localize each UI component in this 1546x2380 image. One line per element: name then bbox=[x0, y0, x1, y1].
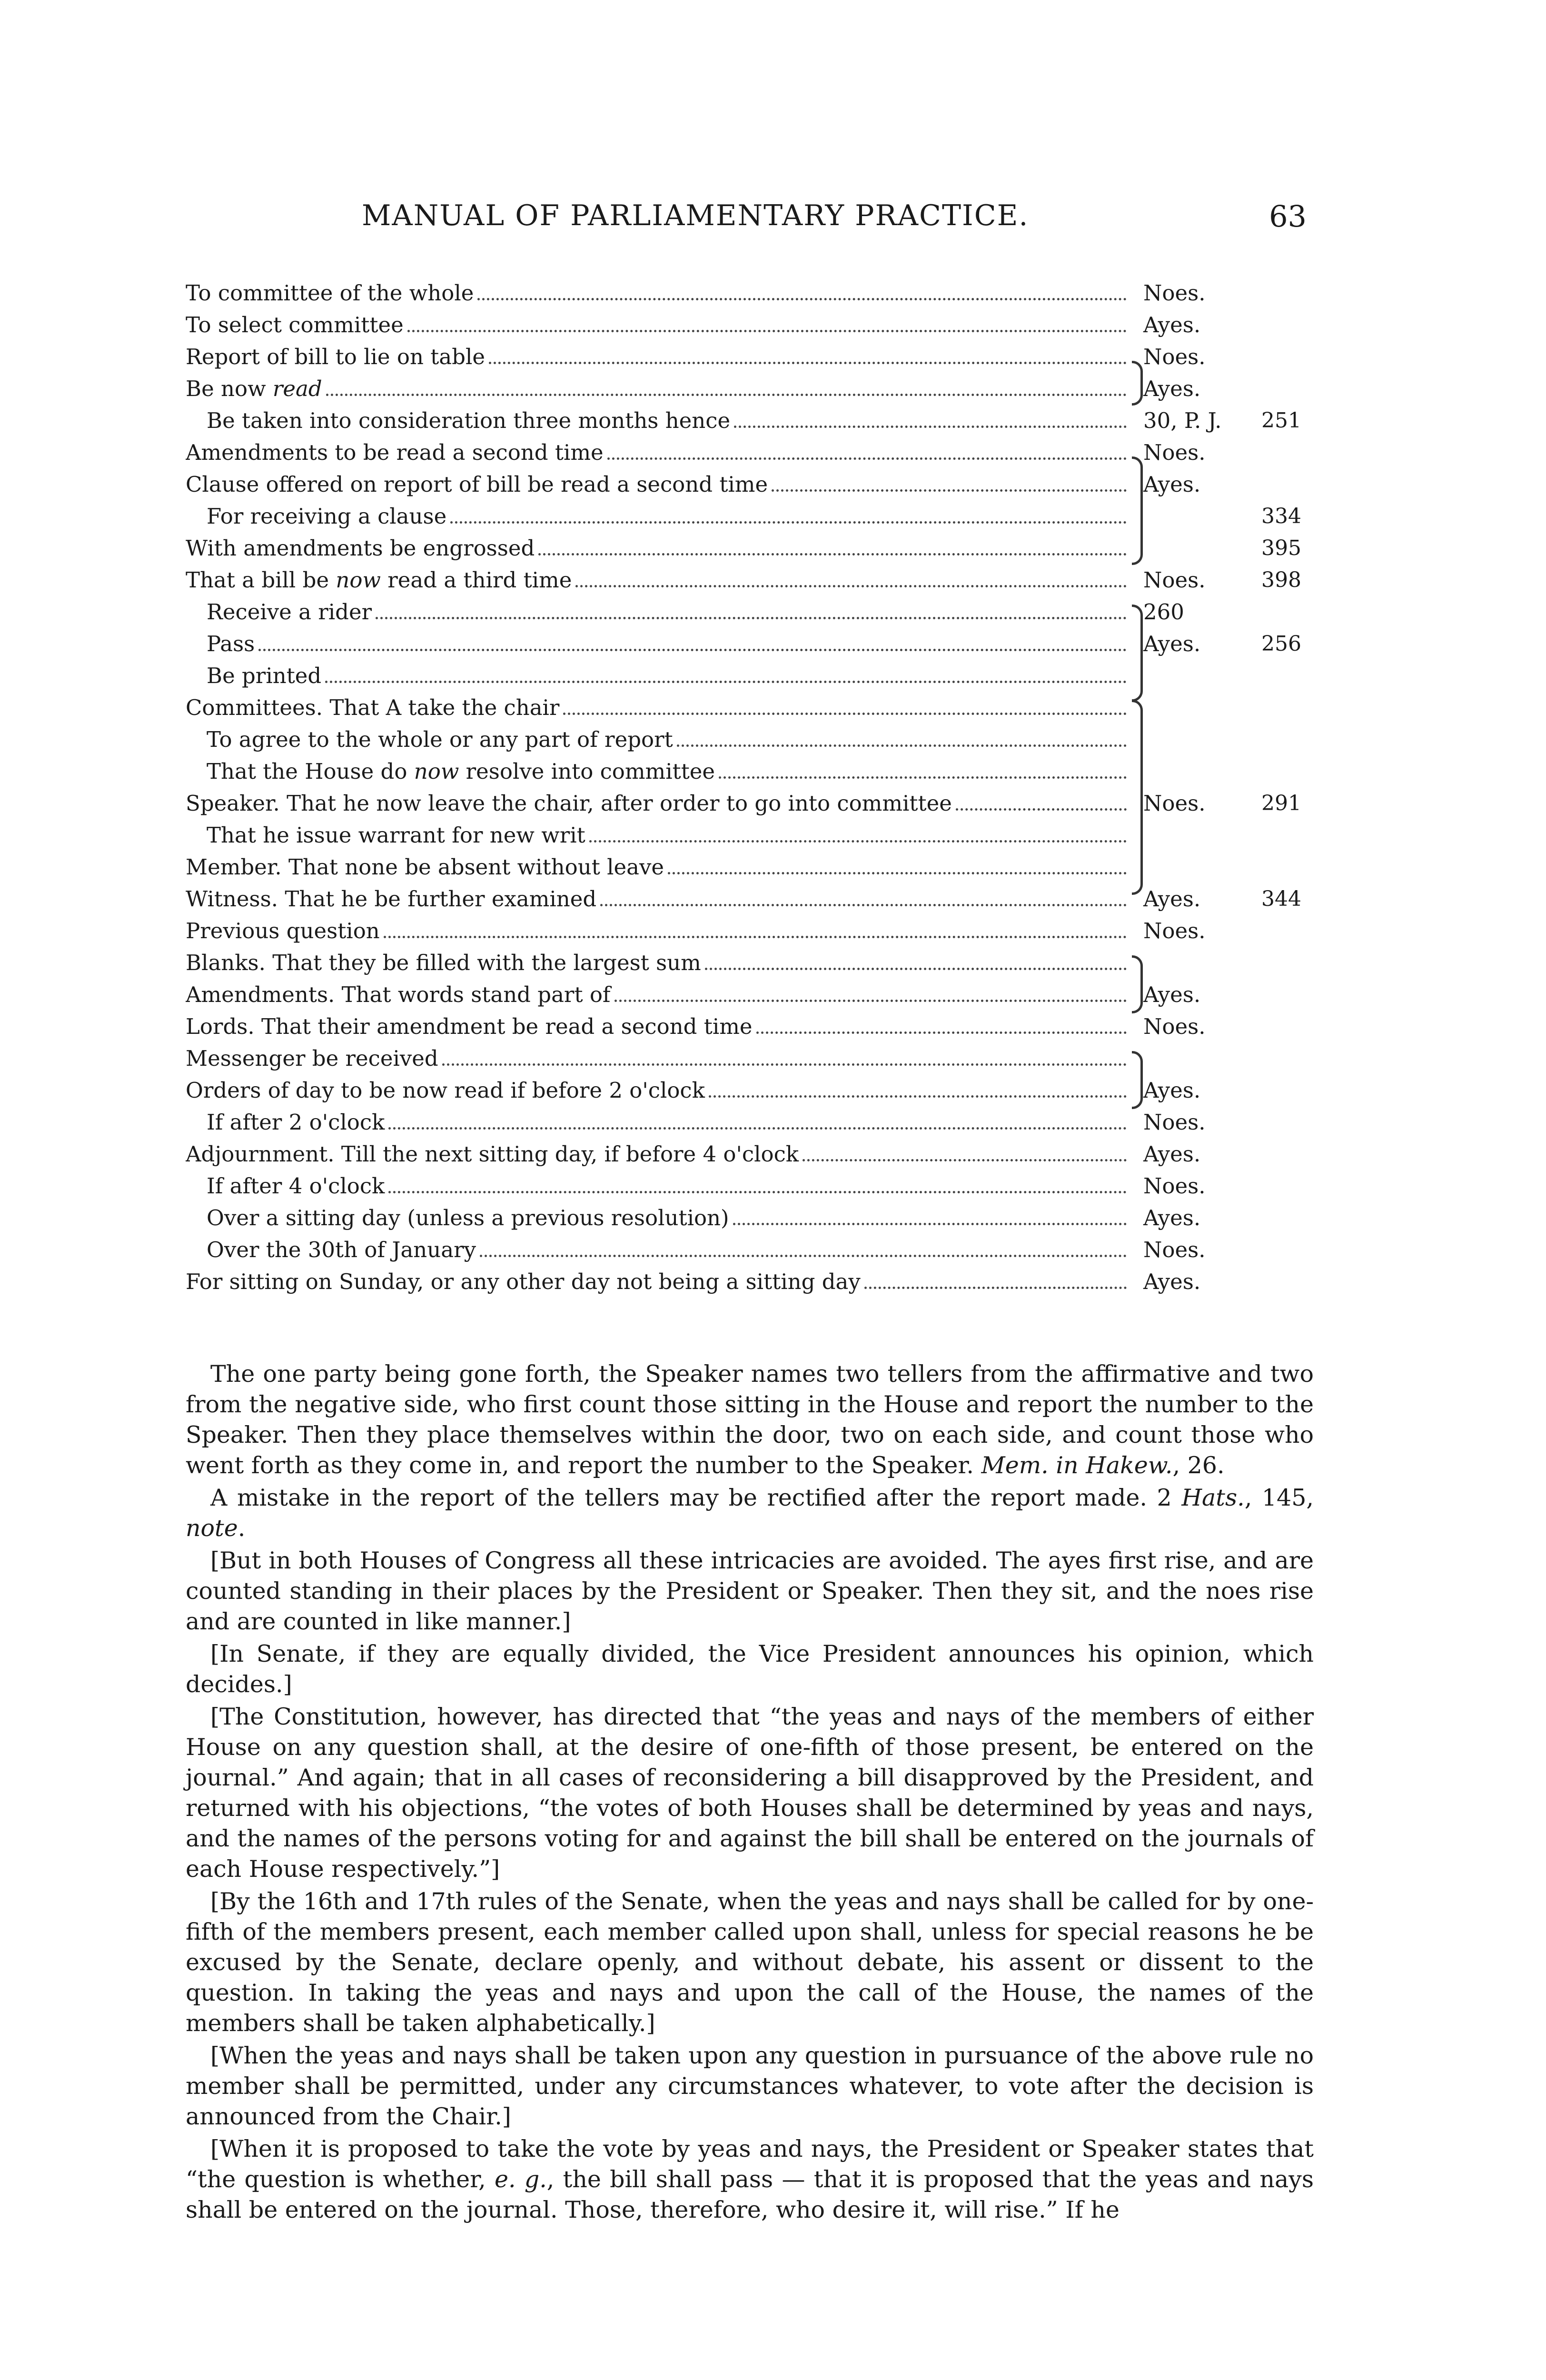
entry-text-part: Witness. That he be further examined bbox=[186, 886, 597, 912]
index-entry bbox=[186, 692, 1130, 724]
entry-text-part: For receiving a clause bbox=[207, 504, 447, 529]
index-row bbox=[186, 851, 1314, 883]
entry-text bbox=[186, 1266, 861, 1298]
paragraph bbox=[186, 1702, 1314, 1884]
entry-text-part: Amendments to be read a second time bbox=[186, 440, 604, 465]
entry-text bbox=[186, 468, 768, 500]
paragraph bbox=[186, 2041, 1314, 2132]
index-entry bbox=[207, 1170, 1130, 1202]
index-row bbox=[186, 628, 1314, 660]
index-row bbox=[186, 277, 1314, 309]
dot-leader bbox=[442, 1063, 1127, 1066]
body-text bbox=[186, 1359, 1314, 2227]
entry-text-part: Over a sitting day (unless a previous resolution) bbox=[207, 1205, 729, 1230]
dot-leader bbox=[376, 617, 1127, 619]
entry-text-part: Adjournment. Till the next sitting day, if before 4 o'clock bbox=[186, 1141, 799, 1167]
index-entry bbox=[207, 1106, 1130, 1138]
entry-text bbox=[207, 1106, 385, 1138]
index-row bbox=[186, 819, 1314, 851]
paragraph-text: [When it is proposed to take the vote by yeas and nays, the President or Speaker states that “the question is whether, bbox=[186, 2135, 1314, 2193]
paragraph-text: . bbox=[238, 1515, 246, 1542]
index-entry bbox=[207, 500, 1130, 532]
index-entry bbox=[207, 405, 1130, 436]
entry-text bbox=[186, 532, 535, 564]
index-row bbox=[186, 405, 1314, 436]
vote-value: Noes. bbox=[1143, 1014, 1206, 1039]
entry-text bbox=[186, 1138, 799, 1170]
index-entry bbox=[186, 564, 1130, 596]
dot-leader bbox=[388, 1127, 1127, 1130]
index-entry bbox=[186, 851, 1130, 883]
entry-text-part: Clause offered on report of bill be read a second time bbox=[186, 472, 768, 497]
entry-text-part: That he issue warrant for new writ bbox=[207, 823, 585, 848]
page-reference: 398 bbox=[1261, 568, 1301, 592]
index-entry bbox=[207, 596, 1130, 628]
index-row bbox=[186, 787, 1314, 819]
motions-index bbox=[186, 277, 1314, 1298]
dot-leader bbox=[772, 489, 1127, 492]
entry-text bbox=[186, 373, 322, 405]
entry-text bbox=[207, 500, 446, 532]
page-reference: 291 bbox=[1261, 791, 1301, 815]
entry-text bbox=[207, 819, 585, 851]
dot-leader bbox=[864, 1287, 1127, 1289]
vote-value: Noes. bbox=[1143, 567, 1206, 593]
entry-text-part: Report of bill to lie on table bbox=[186, 344, 485, 369]
dot-leader bbox=[258, 649, 1127, 651]
index-row bbox=[186, 468, 1314, 500]
entry-text-part: Speaker. That he now leave the chair, after order to go into committee bbox=[186, 791, 952, 816]
citation-italic: Hats. bbox=[1181, 1484, 1245, 1511]
paragraph-text: , 145, bbox=[1244, 1484, 1314, 1511]
paragraph-text: [When the yeas and nays shall be taken upon any question in pursuance of the above rule no member shall be permitted, under any circumstances whatever, to vote after the decision is announced from the Chair.] bbox=[186, 2042, 1314, 2130]
entry-text bbox=[186, 341, 485, 373]
dot-leader bbox=[709, 1095, 1127, 1098]
entry-text bbox=[207, 1234, 476, 1266]
dot-leader bbox=[325, 681, 1127, 683]
paragraph bbox=[186, 2134, 1314, 2225]
dot-leader bbox=[756, 1031, 1127, 1034]
index-entry bbox=[207, 755, 1130, 787]
entry-text bbox=[186, 787, 952, 819]
index-row bbox=[186, 1266, 1314, 1298]
entry-text bbox=[186, 915, 380, 947]
paragraph-text: A mistake in the report of the tellers may be rectified after the report made. 2 bbox=[210, 1484, 1182, 1511]
entry-text-part: If after 4 o'clock bbox=[207, 1173, 385, 1199]
entry-text-part: Messenger be received bbox=[186, 1046, 438, 1071]
entry-text-part: To select committee bbox=[186, 312, 404, 337]
entry-text bbox=[186, 277, 474, 309]
entry-text-part: Pass bbox=[207, 631, 255, 656]
entry-text bbox=[186, 1042, 438, 1074]
vote-value: Noes. bbox=[1143, 1237, 1206, 1262]
entry-text bbox=[186, 436, 604, 468]
index-row bbox=[186, 915, 1314, 947]
entry-text-part: Member. That none be absent without leave bbox=[186, 854, 664, 880]
paragraph bbox=[186, 1639, 1314, 1700]
page-reference: 251 bbox=[1261, 408, 1301, 433]
index-row bbox=[186, 309, 1314, 341]
entry-text bbox=[207, 724, 673, 755]
index-row bbox=[186, 373, 1314, 405]
vote-value: Ayes. bbox=[1143, 1205, 1201, 1230]
index-row bbox=[186, 1011, 1314, 1042]
vote-value: Ayes. bbox=[1143, 631, 1201, 656]
entry-text bbox=[207, 1202, 729, 1234]
citation-italic: e. g. bbox=[495, 2166, 547, 2193]
entry-text bbox=[207, 628, 255, 660]
index-entry bbox=[207, 1234, 1130, 1266]
vote-value: Noes. bbox=[1143, 1110, 1206, 1135]
index-entry bbox=[186, 1042, 1130, 1074]
dot-leader bbox=[803, 1159, 1127, 1161]
entry-text-part: Amendments. That words stand part of bbox=[186, 982, 611, 1007]
dot-leader bbox=[677, 744, 1127, 747]
index-entry bbox=[186, 947, 1130, 979]
vote-value: Ayes. bbox=[1143, 312, 1201, 337]
dot-leader bbox=[668, 872, 1127, 874]
dot-leader bbox=[538, 553, 1127, 555]
citation-italic: note bbox=[186, 1515, 238, 1542]
paragraph-text: The one party being gone forth, the Speaker names two tellers from the affirmative and two from the negative side, who first count those sitting in the House and report the number to the Speaker. Then they place themselves within the door, two on each side, and count those who went forth as they come in, and report the number to the Speaker. bbox=[186, 1360, 1314, 1479]
paragraph bbox=[186, 1483, 1314, 1544]
index-entry bbox=[186, 1266, 1130, 1298]
dot-leader bbox=[450, 521, 1127, 524]
index-entry bbox=[186, 1074, 1130, 1106]
paragraph-text: [The Constitution, however, has directed that “the yeas and nays of the members of either House on any question shall, at the desire of one-fifth of those present, be entered on the journal.” And again; that in all cases of reconsidering a bill disapproved by the President, and returned with his objections, “the votes of both Houses shall be determined by yeas and nays, and the names of the persons voting for and against the bill shall be entered on the journals of each House respectively.”] bbox=[186, 1703, 1314, 1883]
entry-text bbox=[186, 564, 572, 596]
vote-value: Noes. bbox=[1143, 440, 1206, 465]
dot-leader bbox=[734, 426, 1127, 428]
page-reference: 395 bbox=[1261, 536, 1301, 560]
running-title: MANUAL OF PARLIAMENTARY PRACTICE. bbox=[362, 199, 1029, 232]
dot-leader bbox=[563, 713, 1127, 715]
page-number: 63 bbox=[1269, 199, 1307, 234]
dot-leader bbox=[733, 1223, 1127, 1225]
entry-text bbox=[186, 979, 611, 1011]
entry-text-part: Lords. That their amendment be read a second time bbox=[186, 1014, 753, 1039]
entry-text-emphasis: read bbox=[272, 376, 322, 401]
paragraph bbox=[186, 1359, 1314, 1481]
index-entry bbox=[186, 883, 1130, 915]
entry-text bbox=[186, 1074, 705, 1106]
vote-value: Noes. bbox=[1143, 344, 1206, 369]
index-row bbox=[186, 1138, 1314, 1170]
vote-value: Ayes. bbox=[1143, 982, 1201, 1007]
index-row bbox=[186, 1234, 1314, 1266]
page-reference: 344 bbox=[1261, 887, 1301, 911]
vote-value: 30, P. J. bbox=[1143, 408, 1222, 433]
entry-text-part: Over the 30th of January bbox=[207, 1237, 476, 1262]
paragraph bbox=[186, 1546, 1314, 1637]
entry-text-part: That the House do bbox=[207, 759, 414, 784]
entry-text-part: Receive a rider bbox=[207, 599, 372, 625]
vote-value: Noes. bbox=[1143, 1173, 1206, 1199]
entry-text bbox=[186, 851, 664, 883]
entry-text bbox=[186, 947, 701, 979]
paragraph bbox=[186, 1886, 1314, 2039]
dot-leader bbox=[407, 330, 1127, 332]
entry-text bbox=[186, 692, 559, 724]
index-row bbox=[186, 1074, 1314, 1106]
entry-text-part: Committees. That A take the chair bbox=[186, 695, 560, 720]
dot-leader bbox=[489, 362, 1127, 364]
index-entry bbox=[186, 787, 1130, 819]
index-row bbox=[186, 692, 1314, 724]
entry-text bbox=[186, 883, 596, 915]
dot-leader bbox=[705, 968, 1127, 970]
index-entry bbox=[186, 532, 1130, 564]
vote-value: Noes. bbox=[1143, 791, 1206, 816]
index-entry bbox=[186, 468, 1130, 500]
vote-value: Noes. bbox=[1143, 280, 1206, 306]
dot-leader bbox=[477, 298, 1127, 300]
index-row bbox=[186, 660, 1314, 692]
index-row bbox=[186, 755, 1314, 787]
index-entry bbox=[207, 628, 1130, 660]
index-row bbox=[186, 883, 1314, 915]
index-entry bbox=[207, 660, 1130, 692]
index-entry bbox=[186, 277, 1130, 309]
entry-text bbox=[207, 660, 321, 692]
entry-text-part: With amendments be engrossed bbox=[186, 536, 535, 561]
dot-leader bbox=[719, 776, 1127, 779]
entry-text-part: Previous question bbox=[186, 918, 380, 943]
entry-text-part: resolve into committee bbox=[459, 759, 715, 784]
index-entry bbox=[186, 915, 1130, 947]
index-row bbox=[186, 724, 1314, 755]
index-row bbox=[186, 1106, 1314, 1138]
index-entry bbox=[186, 979, 1130, 1011]
index-row bbox=[186, 564, 1314, 596]
index-row bbox=[186, 1042, 1314, 1074]
entry-text-part: Be taken into consideration three months hence bbox=[207, 408, 731, 433]
entry-text-part: Blanks. That they be filled with the largest sum bbox=[186, 950, 701, 975]
entry-text-part: That a bill be bbox=[186, 567, 336, 593]
entry-text-part: Orders of day to be now read if before 2 o'clock bbox=[186, 1078, 705, 1103]
index-entry bbox=[186, 436, 1130, 468]
citation-italic: Mem. in Hakew. bbox=[981, 1452, 1173, 1479]
entry-text-part: read a third time bbox=[380, 567, 572, 593]
index-entry bbox=[186, 341, 1130, 373]
entry-text-part: For sitting on Sunday, or any other day not being a sitting day bbox=[186, 1269, 861, 1294]
page-reference: 256 bbox=[1261, 632, 1301, 656]
dot-leader bbox=[607, 457, 1127, 460]
dot-leader bbox=[956, 808, 1127, 811]
dot-leader bbox=[614, 1000, 1127, 1002]
dot-leader bbox=[326, 394, 1127, 396]
entry-text bbox=[207, 1170, 385, 1202]
index-entry bbox=[186, 373, 1130, 405]
page-header bbox=[188, 199, 1307, 242]
vote-value: 260 bbox=[1143, 599, 1184, 625]
paragraph-text: [But in both Houses of Congress all these intricacies are avoided. The ayes first rise, and are counted standing in their places by the President or Speaker. Then they sit, and the noes rise and are counted in like manner.] bbox=[186, 1547, 1314, 1635]
entry-text-part: If after 2 o'clock bbox=[207, 1110, 385, 1135]
entry-text bbox=[186, 309, 404, 341]
paragraph-text: , the bill shall pass — that it is proposed that the yeas and nays shall be entered on the journal. Those, therefore, who desire it, will rise.” If he bbox=[186, 2166, 1314, 2223]
index-row bbox=[186, 1202, 1314, 1234]
paragraph-text: , 26. bbox=[1172, 1452, 1225, 1479]
paragraph-text: [In Senate, if they are equally divided, the Vice President announces his opinion, which decides.] bbox=[186, 1640, 1314, 1698]
dot-leader bbox=[480, 1255, 1127, 1257]
vote-value: Ayes. bbox=[1143, 376, 1201, 401]
index-entry bbox=[207, 819, 1130, 851]
entry-text bbox=[186, 1011, 753, 1042]
vote-value: Ayes. bbox=[1143, 472, 1201, 497]
index-row bbox=[186, 979, 1314, 1011]
paragraph-text: [By the 16th and 17th rules of the Senate, when the yeas and nays shall be called for by one-fifth of the members present, each member called upon shall, unless for special reasons he be excused by the Senate, declare openly, and without debate, his assent or dissent to the question. In taking the yeas and nays and upon the call of the House, the names of the members shall be taken alphabetically.] bbox=[186, 1888, 1314, 2037]
entry-text-part: Be now bbox=[186, 376, 273, 401]
entry-text-part: To agree to the whole or any part of report bbox=[207, 727, 673, 752]
index-entry bbox=[186, 1138, 1130, 1170]
index-row bbox=[186, 341, 1314, 373]
dot-leader bbox=[384, 936, 1127, 938]
vote-value: Noes. bbox=[1143, 918, 1206, 943]
index-entry bbox=[186, 309, 1130, 341]
entry-text-emphasis: now bbox=[414, 759, 459, 784]
dot-leader bbox=[589, 840, 1127, 843]
index-row bbox=[186, 596, 1314, 628]
index-row bbox=[186, 1170, 1314, 1202]
entry-text-part: Be printed bbox=[207, 663, 322, 688]
vote-value: Ayes. bbox=[1143, 1078, 1201, 1103]
entry-text bbox=[207, 596, 372, 628]
entry-text bbox=[207, 405, 730, 436]
dot-leader bbox=[575, 585, 1127, 587]
index-row bbox=[186, 436, 1314, 468]
dot-leader bbox=[600, 904, 1127, 906]
page-reference: 334 bbox=[1261, 504, 1301, 528]
index-entry bbox=[207, 1202, 1130, 1234]
index-row bbox=[186, 532, 1314, 564]
vote-value: Ayes. bbox=[1143, 1141, 1201, 1167]
index-row bbox=[186, 947, 1314, 979]
vote-value: Ayes. bbox=[1143, 886, 1201, 912]
entry-text bbox=[207, 755, 715, 787]
dot-leader bbox=[388, 1191, 1127, 1193]
index-entry bbox=[207, 724, 1130, 755]
index-row bbox=[186, 500, 1314, 532]
vote-value: Ayes. bbox=[1143, 1269, 1201, 1294]
entry-text-part: To committee of the whole bbox=[186, 280, 474, 306]
entry-text-emphasis: now bbox=[336, 567, 381, 593]
index-entry bbox=[186, 1011, 1130, 1042]
